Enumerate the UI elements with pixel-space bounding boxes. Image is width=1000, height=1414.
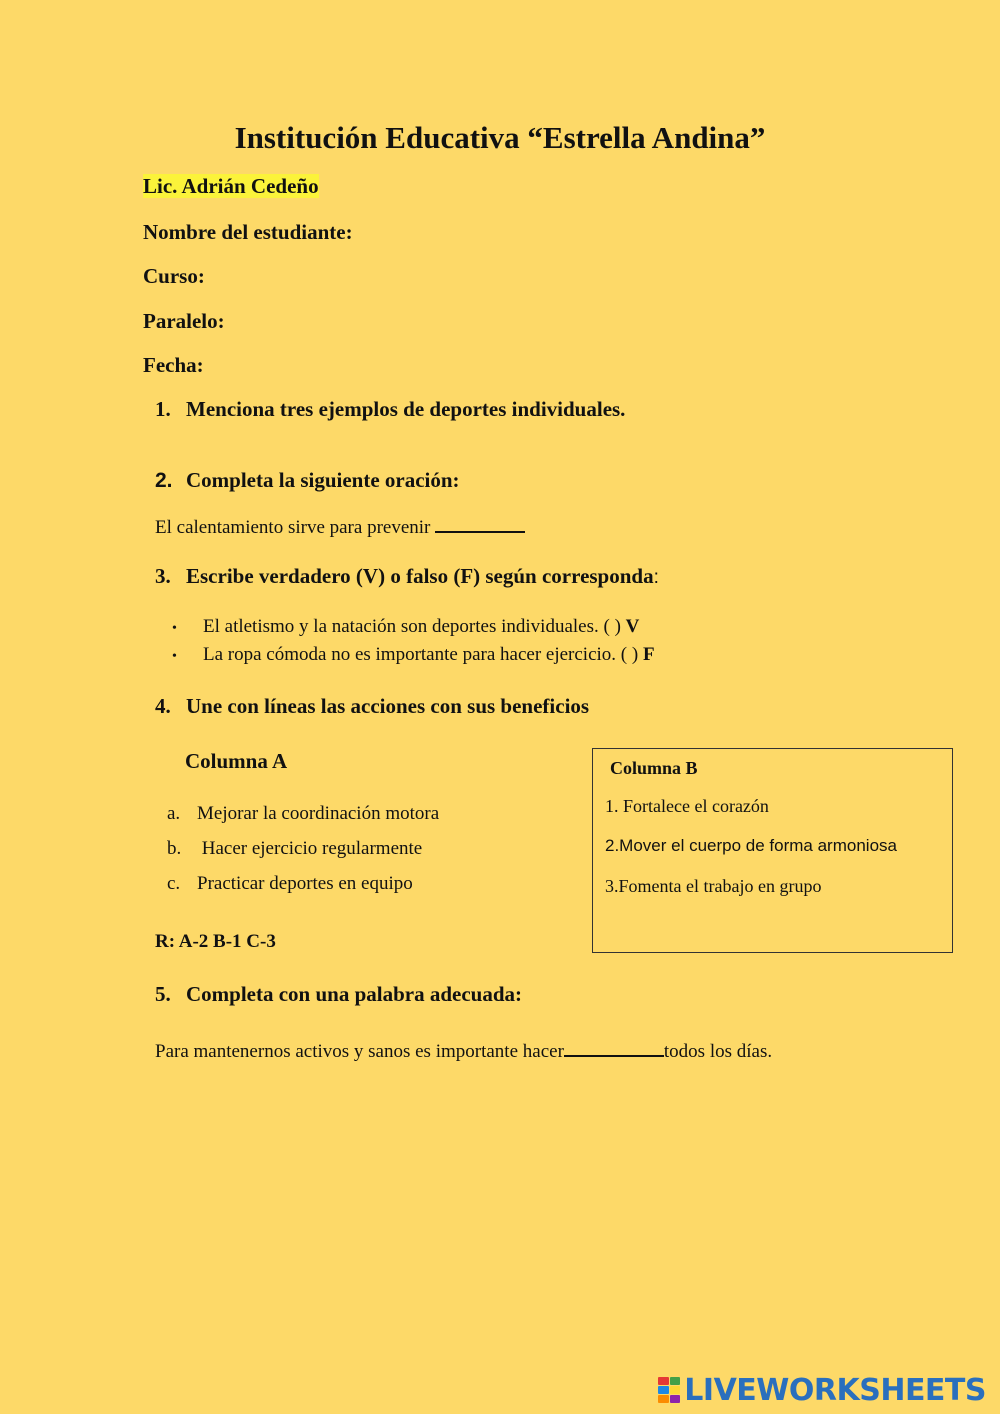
- date-label: Fecha:: [143, 353, 204, 377]
- question-2-number: 2.: [155, 469, 173, 492]
- column-a-item-text: Practicar deportes en equipo: [197, 873, 413, 894]
- question-5-sentence: [155, 1037, 772, 1063]
- column-b-title: Columna B: [610, 758, 698, 778]
- column-a-title: Columna A: [185, 749, 288, 773]
- column-a-item-label: b.: [167, 838, 182, 859]
- column-a-item-label: a.: [167, 803, 181, 824]
- column-b-item[interactable]: 3.Fomenta el trabajo en grupo: [605, 876, 822, 896]
- question-3-item: [172, 616, 639, 638]
- question-5-blank[interactable]: [564, 1037, 664, 1057]
- question-4-text: Une con líneas las acciones con sus beneficios: [186, 694, 590, 718]
- question-5: [155, 982, 522, 1007]
- question-5-text: Completa con una palabra adecuada:: [186, 982, 523, 1006]
- question-3-number: 3.: [155, 564, 171, 588]
- question-5-sentence-after: todos los días.: [663, 1041, 773, 1062]
- question-3-item: [172, 644, 655, 666]
- bullet-icon: •: [172, 649, 177, 664]
- column-a-item[interactable]: [167, 873, 413, 895]
- column-a-item-text: Mejorar la coordinación motora: [197, 803, 440, 824]
- column-b-item[interactable]: 1. Fortalece el corazón: [605, 796, 769, 816]
- teacher-name: [143, 174, 319, 199]
- question-4-number: 4.: [155, 694, 171, 718]
- column-a-item-label: c.: [167, 873, 181, 894]
- section-label: Paralelo:: [143, 309, 225, 333]
- bullet-icon: •: [172, 621, 177, 636]
- question-3-item-text: La ropa cómoda no es importante para hacer ejercicio. ( ): [203, 644, 643, 665]
- column-b-item[interactable]: 2.Mover el cuerpo de forma armoniosa: [605, 836, 897, 855]
- question-2-sentence: [155, 513, 525, 539]
- question-2-blank[interactable]: [435, 513, 525, 533]
- question-5-sentence-before: Para mantenernos activos y sanos es importante hacer: [155, 1041, 564, 1062]
- question-3-item-answer[interactable]: V: [625, 616, 640, 637]
- question-1: [155, 397, 625, 422]
- teacher-name-text: Lic. Adrián Cedeño: [143, 174, 319, 198]
- liveworksheets-logo: [658, 1372, 986, 1408]
- question-4-answer: R: A-2 B-1 C-3: [155, 931, 276, 952]
- question-3-item-answer[interactable]: F: [642, 644, 655, 665]
- question-1-number: 1.: [155, 397, 171, 421]
- question-2-sentence-text: El calentamiento sirve para prevenir: [155, 517, 436, 538]
- page-title: Institución Educativa “Estrella Andina”: [234, 120, 766, 155]
- liveworksheets-logo-text: LIVEWORKSHEETS: [684, 1372, 986, 1408]
- question-3-text: Escribe verdadero (V) o falso (F) según corresponda: [186, 564, 654, 588]
- course-label: Curso:: [143, 264, 205, 288]
- question-2: [155, 468, 460, 493]
- liveworksheets-logo-icon: [658, 1377, 680, 1403]
- column-a-item[interactable]: [167, 838, 422, 860]
- question-3: [155, 564, 659, 589]
- question-3-colon: :: [653, 567, 659, 588]
- question-4: [155, 694, 589, 719]
- question-3-item-text: El atletismo y la natación son deportes individuales. ( ): [203, 616, 626, 637]
- question-5-number: 5.: [155, 982, 171, 1006]
- question-1-text: Menciona tres ejemplos de deportes individuales.: [186, 397, 626, 421]
- question-2-text: Completa la siguiente oración:: [186, 468, 460, 492]
- column-a-item[interactable]: [167, 803, 439, 825]
- student-name-label: Nombre del estudiante:: [143, 220, 353, 244]
- column-a-item-text: Hacer ejercicio regularmente: [197, 838, 423, 859]
